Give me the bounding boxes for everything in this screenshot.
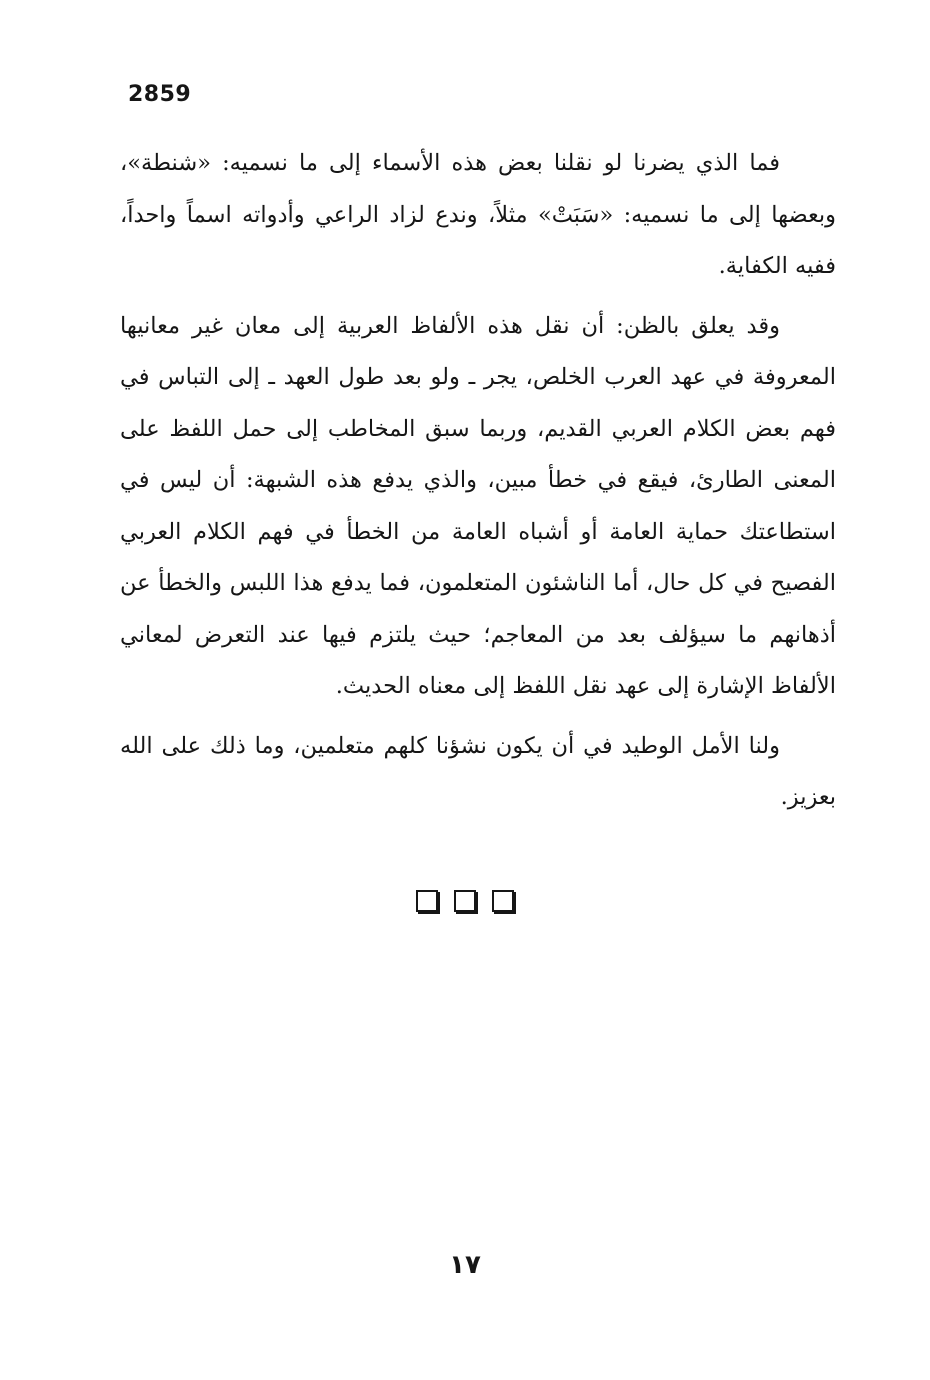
page-identifier: 2859 bbox=[128, 82, 192, 107]
paragraph-2: وقد يعلق بالظن: أن نقل هذه الألفاظ العربية إلى معان غير معانيها المعروفة في عهد العرب الخلص، يجر ـ ولو بعد طول العهد ـ إلى التباس في فهم بعض الكلام العربي القديم، وربما سبق المخاطب إلى حمل اللفظ على المعنى الطارئ، فيقع في خطأ مبين، والذي يدفع هذه الشبهة: أن ليس في استطاعتك حماية العامة أو أشباه العامة من الخطأ في فهم الكلام العربي الفصيح في كل حال، أما الناشئون المتعلمون، فما يدفع هذا اللبس والخطأ عن أذهانهم ما سيؤلف بعد من المعاجم؛ حيث يلتزم فيها عند التعرض لمعاني الألفاظ الإشارة إلى عهد نقل اللفظ إلى معناه الحديث. bbox=[120, 312, 836, 699]
body-text bbox=[120, 138, 836, 832]
section-end-ornament bbox=[0, 890, 930, 912]
paragraph-1: فما الذي يضرنا لو نقلنا بعض هذه الأسماء إلى ما نسميه: «شنطة»، وبعضها إلى ما نسميه: «سَبَتْ» مثلاً، وندع لزاد الراعي وأدواته اسماً واحداً، ففيه الكفاية. bbox=[120, 150, 836, 279]
page-number: ١٧ bbox=[449, 1250, 481, 1280]
square-ornament-icon bbox=[492, 890, 514, 912]
paragraph-3: ولنا الأمل الوطيد في أن يكون نشؤنا كلهم متعلمين، وما ذلك على الله بعزيز. bbox=[120, 732, 836, 810]
square-ornament-icon bbox=[454, 890, 476, 912]
square-ornament-icon bbox=[416, 890, 438, 912]
